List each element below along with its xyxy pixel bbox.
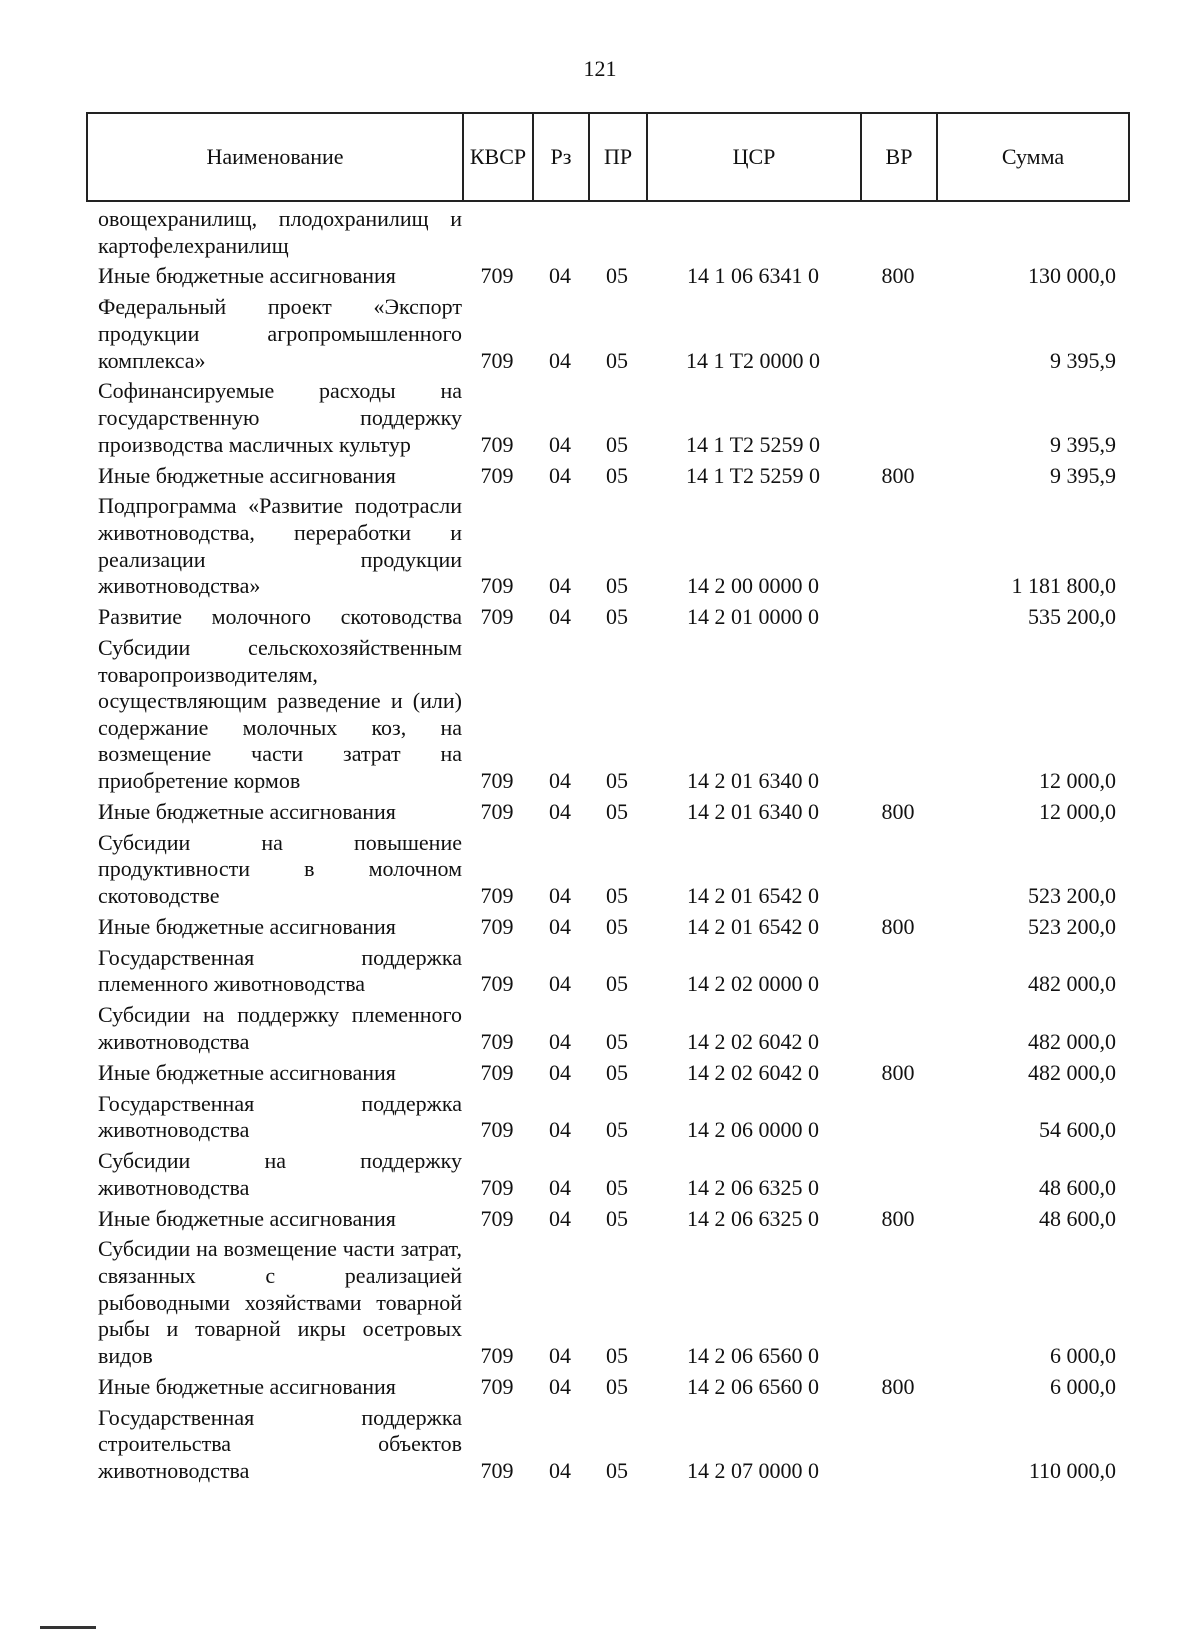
row-name: Субсидии на повышение продуктивности в молочном скотоводстве <box>98 829 462 908</box>
row-sum: 482 000,0 <box>1028 1028 1116 1054</box>
row-rz: 04 <box>549 347 571 373</box>
row-rz: 04 <box>549 913 571 939</box>
row-kvsr: 709 <box>480 604 514 630</box>
row-kvsr: 709 <box>480 882 514 908</box>
row-csr: 14 2 01 6542 0 <box>687 882 819 908</box>
table-header <box>86 112 1130 202</box>
row-csr: 14 2 02 6042 0 <box>687 1028 819 1054</box>
table-row <box>86 1236 1130 1369</box>
row-sum: 130 000,0 <box>1028 263 1116 289</box>
table-body <box>86 206 1130 1489</box>
row-name: Субсидии сельскохозяйственным товаропроизводителям, осуществляющим разведение и (или) содержание молочных коз, на возмещение части затрат на приобретение кормов <box>98 634 462 793</box>
row-csr: 14 1 T2 5259 0 <box>685 431 821 457</box>
row-sum: 48 600,0 <box>1039 1174 1116 1200</box>
row-kvsr: 709 <box>480 1342 514 1368</box>
row-pr: 05 <box>606 798 628 824</box>
row-rz: 04 <box>549 263 571 289</box>
header-vr: ВР <box>862 114 938 200</box>
row-pr: 05 <box>606 604 628 630</box>
row-sum: 6 000,0 <box>1050 1373 1116 1399</box>
row-pr: 05 <box>606 1117 628 1143</box>
row-name: Государственная поддержка строительства объектов животноводства <box>98 1404 462 1483</box>
page-edge-mark <box>40 1626 96 1629</box>
row-name: Субсидии на поддержку животноводства <box>98 1148 462 1200</box>
table-row <box>86 1002 1130 1055</box>
row-pr: 05 <box>606 882 628 908</box>
row-name: Иные бюджетные ассигнования <box>98 798 396 824</box>
row-rz: 04 <box>549 1028 571 1054</box>
row-pr: 05 <box>606 1457 628 1483</box>
row-sum: 482 000,0 <box>1028 1059 1116 1085</box>
row-csr: 14 2 06 6560 0 <box>687 1342 819 1368</box>
row-kvsr: 709 <box>480 462 514 488</box>
row-pr: 05 <box>606 573 628 599</box>
row-rz: 04 <box>549 573 571 599</box>
table-row <box>86 914 1130 941</box>
row-csr: 14 2 06 6560 0 <box>687 1373 819 1399</box>
row-csr: 14 2 06 6325 0 <box>687 1174 819 1200</box>
row-pr: 05 <box>606 1342 628 1368</box>
page-number: 121 <box>583 56 617 81</box>
row-rz: 04 <box>549 431 571 457</box>
row-kvsr: 709 <box>480 1457 514 1483</box>
row-sum: 9 395,9 <box>1050 462 1116 488</box>
row-rz: 04 <box>549 767 571 793</box>
row-kvsr: 709 <box>480 1373 514 1399</box>
table-row <box>86 294 1130 374</box>
table-row <box>86 206 1130 259</box>
row-kvsr: 709 <box>480 431 514 457</box>
row-sum: 110 000,0 <box>1028 1457 1116 1483</box>
row-sum: 1 181 800,0 <box>1011 573 1116 599</box>
row-pr: 05 <box>606 1373 628 1399</box>
table-row <box>86 1206 1130 1233</box>
row-rz: 04 <box>549 971 571 997</box>
table-row <box>86 1405 1130 1485</box>
row-sum: 9 395,9 <box>1050 347 1116 373</box>
row-csr: 14 2 01 6340 0 <box>687 767 819 793</box>
row-pr: 05 <box>606 462 628 488</box>
row-rz: 04 <box>549 1457 571 1483</box>
row-name: Иные бюджетные ассигнования <box>98 263 396 289</box>
row-name: Иные бюджетные ассигнования <box>98 1373 396 1399</box>
row-pr: 05 <box>606 1174 628 1200</box>
row-csr: 14 2 01 6542 0 <box>687 913 819 939</box>
row-sum: 9 395,9 <box>1050 431 1116 457</box>
row-csr: 14 2 07 0000 0 <box>687 1457 819 1483</box>
row-name: Иные бюджетные ассигнования <box>98 1059 396 1085</box>
row-rz: 04 <box>549 1342 571 1368</box>
row-rz: 04 <box>549 882 571 908</box>
row-csr: 14 2 02 0000 0 <box>687 971 819 997</box>
row-name: Подпрограмма «Развитие подотрасли животноводства, переработки и реализации продукции животноводства» <box>98 493 462 599</box>
header-sum: Сумма <box>1001 144 1065 169</box>
row-csr: 14 2 01 6340 0 <box>687 798 819 824</box>
row-csr: 14 1 T2 5259 0 <box>685 462 821 488</box>
table-row <box>86 945 1130 998</box>
row-vr: 800 <box>881 1205 915 1231</box>
table-row <box>86 799 1130 826</box>
row-name: Иные бюджетные ассигнования <box>98 462 396 488</box>
row-name: Иные бюджетные ассигнования <box>98 1205 396 1231</box>
row-rz: 04 <box>549 1117 571 1143</box>
table-row <box>86 635 1130 795</box>
row-sum: 48 600,0 <box>1039 1205 1116 1231</box>
header-pr: ПР <box>590 114 648 200</box>
row-rz: 04 <box>549 462 571 488</box>
row-pr: 05 <box>606 913 628 939</box>
table-row <box>86 493 1130 599</box>
row-rz: 04 <box>549 1373 571 1399</box>
row-name: Софинансируемые расходы на государственную поддержку производства масличных культур <box>98 378 462 457</box>
row-kvsr: 709 <box>480 347 514 373</box>
row-csr: 14 2 01 0000 0 <box>687 604 819 630</box>
row-vr: 800 <box>881 1059 915 1085</box>
row-pr: 05 <box>606 1205 628 1231</box>
header-csr: ЦСР <box>648 114 862 200</box>
row-sum: 6 000,0 <box>1050 1342 1116 1368</box>
table-row <box>86 263 1130 290</box>
row-name: овощехранилищ, плодохранилищ и картофелехранилищ <box>98 206 462 258</box>
row-kvsr: 709 <box>480 798 514 824</box>
header-kvsr: КВСР <box>464 114 534 200</box>
row-kvsr: 709 <box>480 1059 514 1085</box>
table-row <box>86 1374 1130 1401</box>
row-kvsr: 709 <box>480 767 514 793</box>
row-sum: 523 200,0 <box>1028 913 1116 939</box>
row-sum: 12 000,0 <box>1039 798 1116 824</box>
row-pr: 05 <box>606 431 628 457</box>
row-kvsr: 709 <box>480 573 514 599</box>
table-row <box>86 830 1130 910</box>
header-rz: Рз <box>534 114 590 200</box>
row-sum: 12 000,0 <box>1039 767 1116 793</box>
table-row <box>86 1148 1130 1201</box>
row-sum: 535 200,0 <box>1028 604 1116 630</box>
row-rz: 04 <box>549 798 571 824</box>
row-pr: 05 <box>606 347 628 373</box>
row-csr: 14 1 06 6341 0 <box>687 263 819 289</box>
header-name: Наименование <box>88 114 464 200</box>
row-pr: 05 <box>606 263 628 289</box>
row-kvsr: 709 <box>480 1117 514 1143</box>
row-name: Государственная поддержка племенного животноводства <box>98 944 462 997</box>
row-name: Государственная поддержка животноводства <box>98 1090 462 1143</box>
row-rz: 04 <box>549 1205 571 1231</box>
row-pr: 05 <box>606 971 628 997</box>
row-name: Субсидии на поддержку племенного животноводства <box>98 1002 462 1054</box>
row-kvsr: 709 <box>480 263 514 289</box>
row-sum: 482 000,0 <box>1028 971 1116 997</box>
row-vr: 800 <box>881 1373 915 1399</box>
row-csr: 14 2 02 6042 0 <box>687 1059 819 1085</box>
row-name: Федеральный проект «Экспорт продукции агропромышленного комплекса» <box>98 294 462 373</box>
table-row <box>86 604 1130 631</box>
row-pr: 05 <box>606 1028 628 1054</box>
row-sum: 54 600,0 <box>1039 1117 1116 1143</box>
row-kvsr: 709 <box>480 1028 514 1054</box>
row-sum: 523 200,0 <box>1028 882 1116 908</box>
table-row <box>86 1060 1130 1087</box>
row-vr: 800 <box>881 798 915 824</box>
row-name: Иные бюджетные ассигнования <box>98 913 396 939</box>
row-pr: 05 <box>606 767 628 793</box>
row-csr: 14 2 00 0000 0 <box>687 573 819 599</box>
row-kvsr: 709 <box>480 913 514 939</box>
table-row <box>86 378 1130 458</box>
row-pr: 05 <box>606 1059 628 1085</box>
row-csr: 14 2 06 0000 0 <box>687 1117 819 1143</box>
table-row <box>86 463 1130 490</box>
row-vr: 800 <box>881 263 915 289</box>
row-rz: 04 <box>549 1059 571 1085</box>
row-kvsr: 709 <box>480 1174 514 1200</box>
row-kvsr: 709 <box>480 971 514 997</box>
row-vr: 800 <box>881 913 915 939</box>
row-rz: 04 <box>549 604 571 630</box>
row-name: Субсидии на возмещение части затрат, связанных с реализацией рыбоводными хозяйствами товарной рыбы и товарной икры осетровых видов <box>98 1236 462 1368</box>
row-name: Развитие молочного скотоводства <box>98 604 462 630</box>
row-rz: 04 <box>549 1174 571 1200</box>
table-row <box>86 1091 1130 1144</box>
row-csr: 14 2 06 6325 0 <box>687 1205 819 1231</box>
row-vr: 800 <box>881 462 915 488</box>
row-kvsr: 709 <box>480 1205 514 1231</box>
row-csr: 14 1 T2 0000 0 <box>685 347 821 373</box>
